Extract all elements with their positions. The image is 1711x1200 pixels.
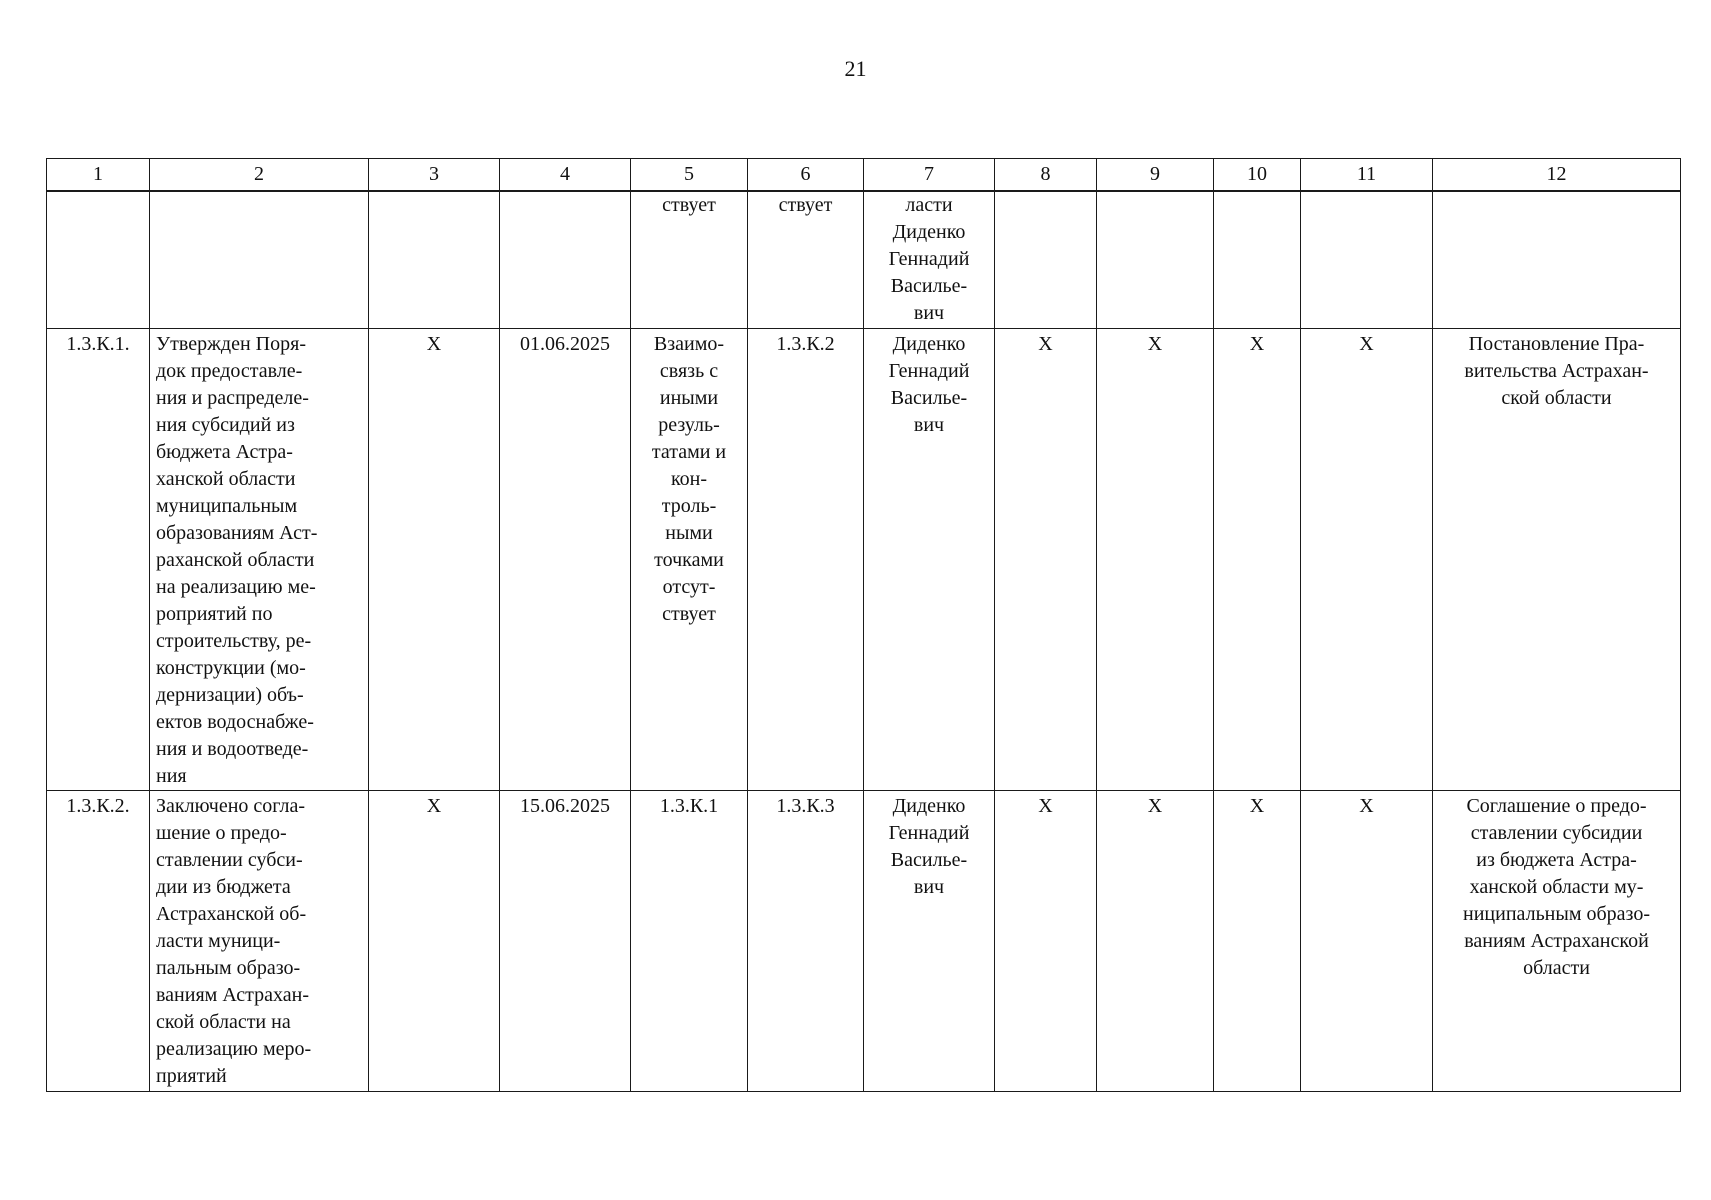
table-cell-date [500,191,631,329]
column-number-5: 5 [631,159,748,192]
table-cell-mark: Х [1214,329,1301,791]
table-cell-document: Соглашение о предо- ставлении субсидии из бюджета Астра- ханской области му- ниципальным образо- ваниям Астраханской области [1433,791,1681,1092]
column-number-1: 1 [47,159,150,192]
table-cell-result [150,191,369,329]
column-number-3: 3 [369,159,500,192]
table-cell-mark: Х [1214,791,1301,1092]
column-number-2: 2 [150,159,369,192]
column-number-7: 7 [864,159,995,192]
table-cell-mark: Х [995,791,1097,1092]
table-cell-successor: 1.3.К.2 [748,329,864,791]
table-cell-result: Заключено согла- шение о предо- ставлении субси- дии из бюджета Астраханской об- ласти муници- пальным образо- ваниям Астрахан- ской области на реализацию меро- приятий [150,791,369,1092]
table-cell [995,191,1097,329]
table-cell-responsible: Диденко Геннадий Василье- вич [864,791,995,1092]
table-cell-mark: Х [1097,791,1214,1092]
table-cell-successor: ствует [748,191,864,329]
table-cell [1097,191,1214,329]
table-cell-mark: Х [1097,329,1214,791]
column-number-9: 9 [1097,159,1214,192]
table-cell-document [1433,191,1681,329]
table-cell-mark: Х [1301,329,1433,791]
table-cell-predecessor: ствует [631,191,748,329]
column-number-8: 8 [995,159,1097,192]
table-cell-mark: Х [1301,791,1433,1092]
table-cell-mark: Х [995,329,1097,791]
table-cell-code [47,191,150,329]
table-cell-predecessor: Взаимо- связь с иными резуль- татами и кон- троль- ными точками отсут- ствует [631,329,748,791]
results-table [46,158,1681,1092]
table-cell [1301,191,1433,329]
table-cell [1214,191,1301,329]
column-number-12: 12 [1433,159,1681,192]
column-number-11: 11 [1301,159,1433,192]
table-cell-date: 01.06.2025 [500,329,631,791]
table-cell-mark: Х [369,329,500,791]
column-number-4: 4 [500,159,631,192]
table-cell-successor: 1.3.К.3 [748,791,864,1092]
table-cell-code: 1.3.К.2. [47,791,150,1092]
table-cell-result: Утвержден Поря- док предоставле- ния и распределе- ния субсидий из бюджета Астра- ханской области муниципальным образованиям Аст- раханской области на реализацию ме- роприятий по строительству, ре- конструкции (мо- дернизации) объ- ектов водоснабже- ния и водоотведе- ния [150,329,369,791]
table-cell-date: 15.06.2025 [500,791,631,1092]
column-number-6: 6 [748,159,864,192]
table-cell-predecessor: 1.3.К.1 [631,791,748,1092]
column-number-10: 10 [1214,159,1301,192]
continuation-row [47,191,1681,329]
table-cell-responsible: ласти Диденко Геннадий Василье- вич [864,191,995,329]
table-header-row [47,159,1681,192]
table-row [47,791,1681,1092]
table-cell [369,191,500,329]
table-cell-document: Постановление Пра- вительства Астрахан- ской области [1433,329,1681,791]
table-row [47,329,1681,791]
page-number: 21 [844,56,867,81]
table-cell-mark: Х [369,791,500,1092]
table-cell-code: 1.3.К.1. [47,329,150,791]
table-cell-responsible: Диденко Геннадий Василье- вич [864,329,995,791]
